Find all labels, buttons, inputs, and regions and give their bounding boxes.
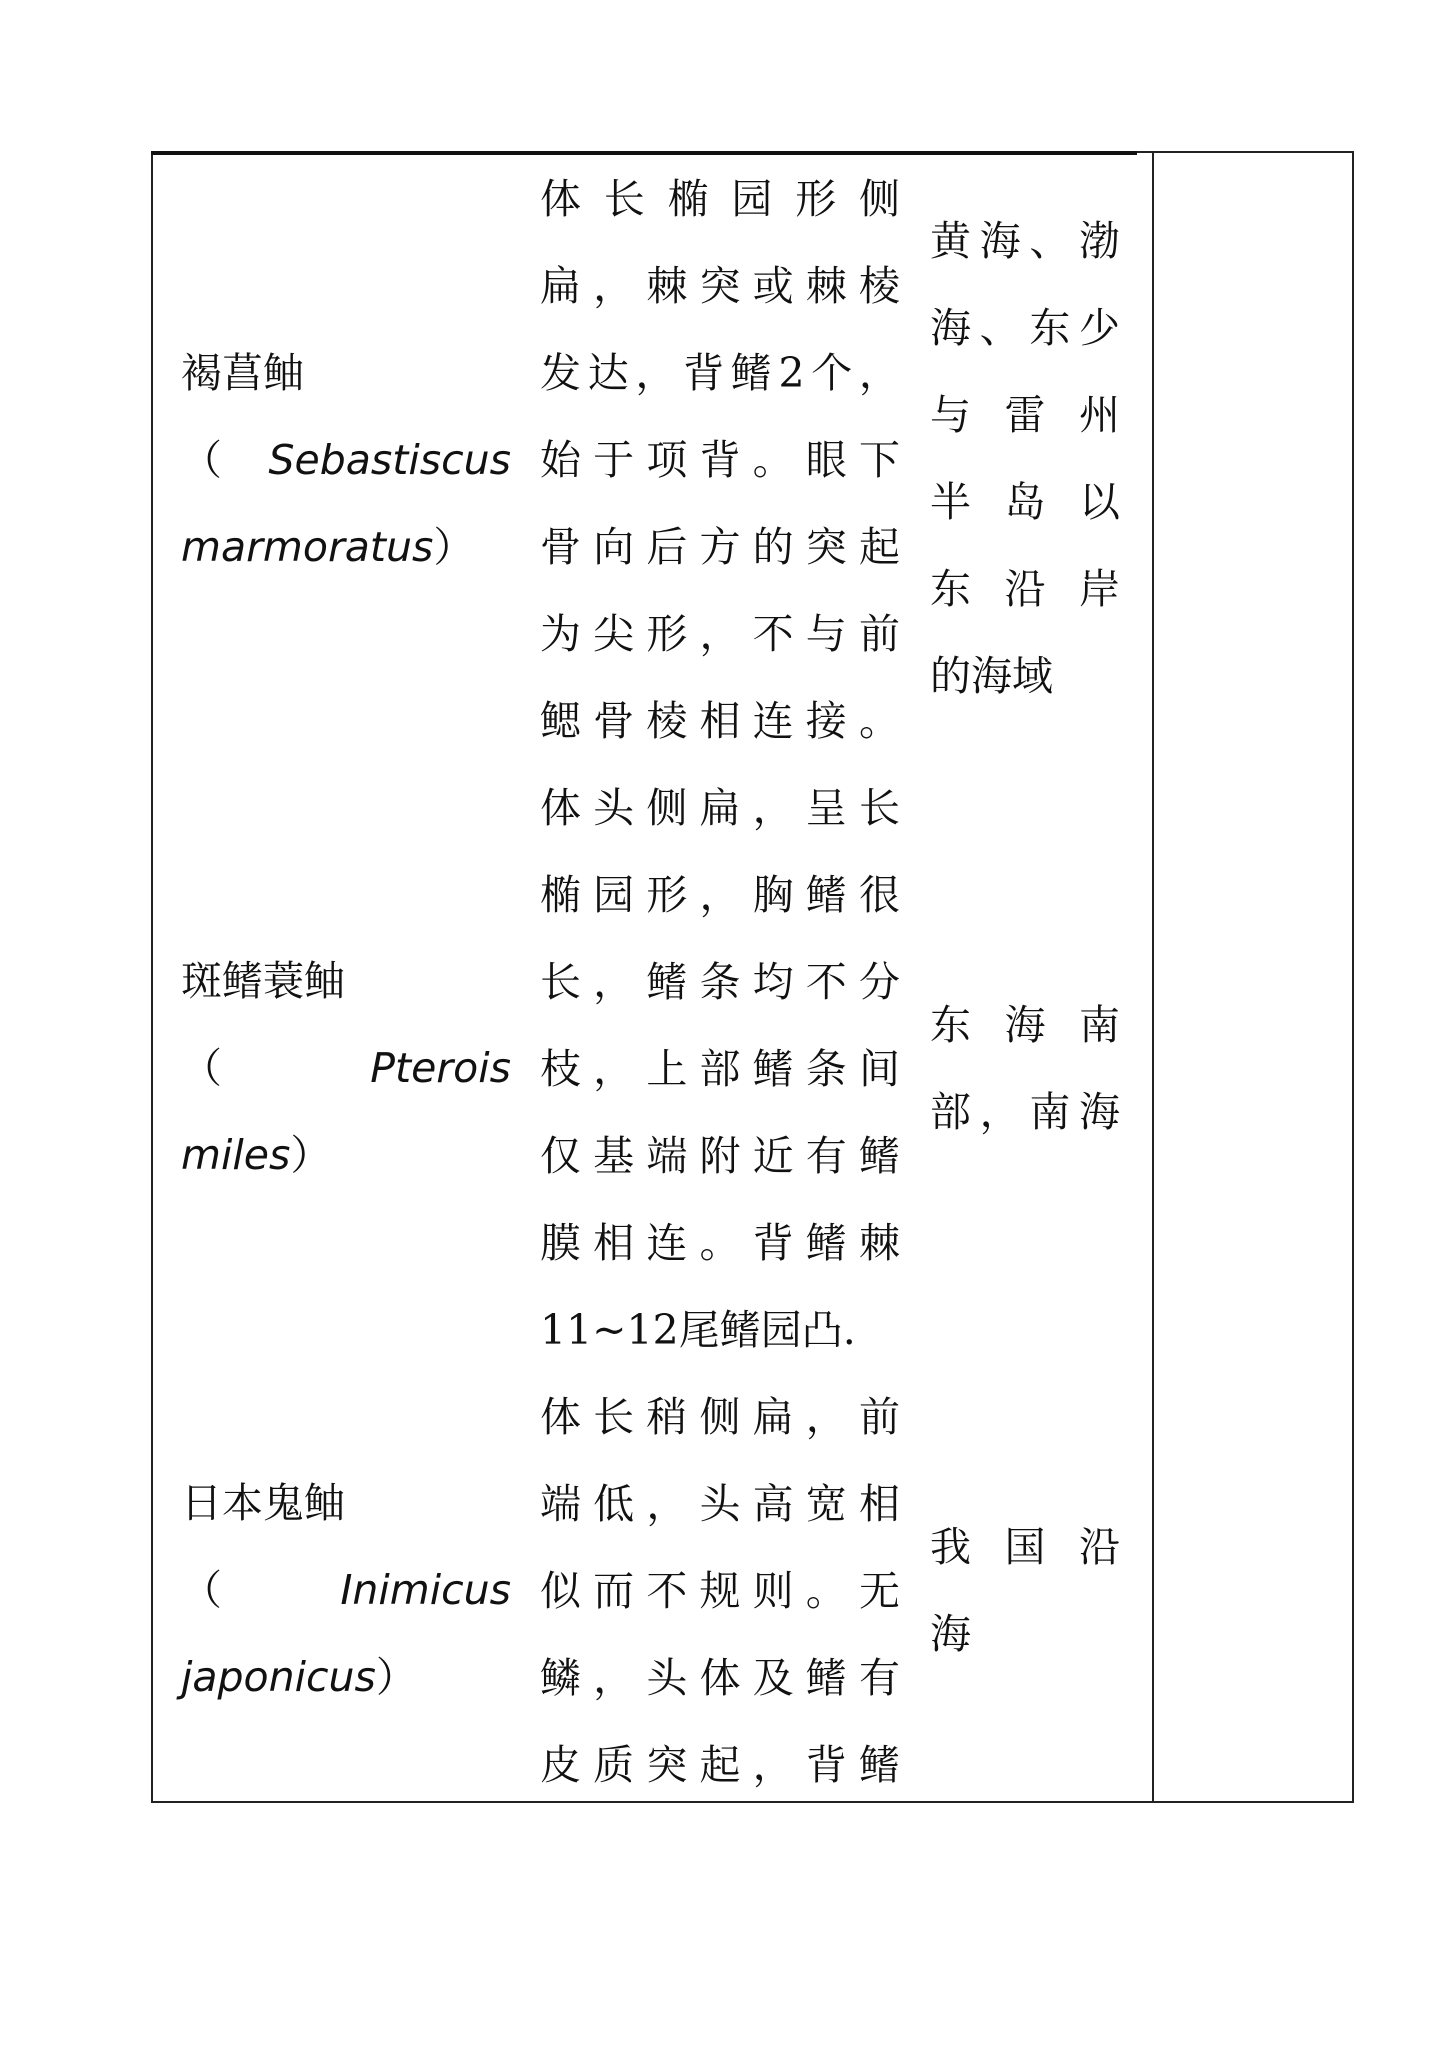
distribution-cell — [930, 198, 1120, 720]
distribution-line: 半 岛 以 — [930, 478, 1120, 526]
species-name-cell — [181, 938, 511, 1199]
sci-species: marmoratus — [181, 523, 434, 571]
paren-open: （ — [181, 1044, 222, 1092]
paren-close: ） — [433, 523, 475, 571]
sci-species: japonicus — [181, 1653, 376, 1701]
species-name-cell — [181, 330, 511, 591]
species-common-name: 日本鬼鲉 — [181, 1479, 345, 1527]
distribution-line: 黄 海 、 渤 — [930, 217, 1120, 265]
description-line: 骨 向 后 方 的 突 起 — [540, 523, 900, 571]
description-cell — [540, 765, 900, 1374]
description-line: 体 头 侧 扁 ， 呈 长 — [540, 784, 900, 832]
description-line: 椭 园 形 ， 胸 鳍 很 — [540, 871, 900, 919]
distribution-line: 部 ， 南 海 — [930, 1088, 1120, 1136]
species-common-name: 斑鳍蓑鲉 — [181, 957, 345, 1005]
description-line: 体 长 椭 园 形 侧 — [540, 175, 900, 223]
species-sci-line — [181, 1112, 511, 1199]
description-line: 11~12尾鳍园凸. — [540, 1306, 856, 1354]
sci-genus: Pterois — [370, 1044, 511, 1092]
description-line: 为 尖 形 ， 不 与 前 — [540, 610, 900, 658]
distribution-cell — [930, 982, 1120, 1156]
distribution-line: 东 海 南 — [930, 1001, 1120, 1049]
description-line: 长 ， 鳍 条 均 不 分 — [540, 958, 900, 1006]
description-line: 皮 质 突 起 ， 背 鳍 — [540, 1741, 900, 1789]
species-sci-line — [181, 1547, 511, 1634]
description-line: 膜 相 连 。 背 鳍 棘 — [540, 1219, 900, 1267]
species-sci-line — [181, 1634, 511, 1721]
distribution-line: 东 沿 岸 — [930, 565, 1120, 613]
species-name-cell — [181, 1460, 511, 1721]
distribution-cell — [930, 1504, 1120, 1678]
sci-genus: Inimicus — [340, 1566, 511, 1614]
description-line: 发 达 ， 背 鳍 2 个 ， — [540, 349, 900, 397]
species-sci-line — [181, 504, 511, 591]
description-line: 扁 ， 棘 突 或 棘 棱 — [540, 262, 900, 310]
description-line: 似 而 不 规 则 。 无 — [540, 1567, 900, 1615]
description-line: 体 长 稍 侧 扁 ， 前 — [540, 1393, 900, 1441]
sci-species: miles — [181, 1131, 291, 1179]
description-line: 仅 基 端 附 近 有 鳍 — [540, 1132, 900, 1180]
description-line: 枝 ， 上 部 鳍 条 间 — [540, 1045, 900, 1093]
distribution-line: 海 、 东 少 — [930, 304, 1120, 352]
distribution-line: 我 国 沿 — [930, 1523, 1120, 1571]
table-top-rule — [151, 151, 1137, 155]
description-line: 端 低 ， 头 高 宽 相 — [540, 1480, 900, 1528]
sci-genus: Sebastiscus — [268, 436, 511, 484]
species-sci-line — [181, 417, 511, 504]
distribution-line: 与 雷 州 — [930, 391, 1120, 439]
description-cell — [540, 1374, 900, 1809]
paren-open: （ — [181, 1566, 222, 1614]
description-line: 鳃 骨 棱 相 连 接 。 — [540, 697, 900, 745]
description-cell — [540, 156, 900, 765]
distribution-line: 的海域 — [930, 652, 1053, 700]
paren-open: （ — [181, 436, 222, 484]
species-common-name: 褐菖鲉 — [181, 349, 304, 397]
distribution-line: 海 — [930, 1610, 971, 1658]
description-line: 鳞 ， 头 体 及 鳍 有 — [540, 1654, 900, 1702]
paren-close: ） — [375, 1653, 417, 1701]
species-sci-line — [181, 1025, 511, 1112]
paren-close: ） — [290, 1131, 332, 1179]
description-line: 始 于 项 背 。 眼 下 — [540, 436, 900, 484]
column-divider — [1152, 151, 1154, 1803]
